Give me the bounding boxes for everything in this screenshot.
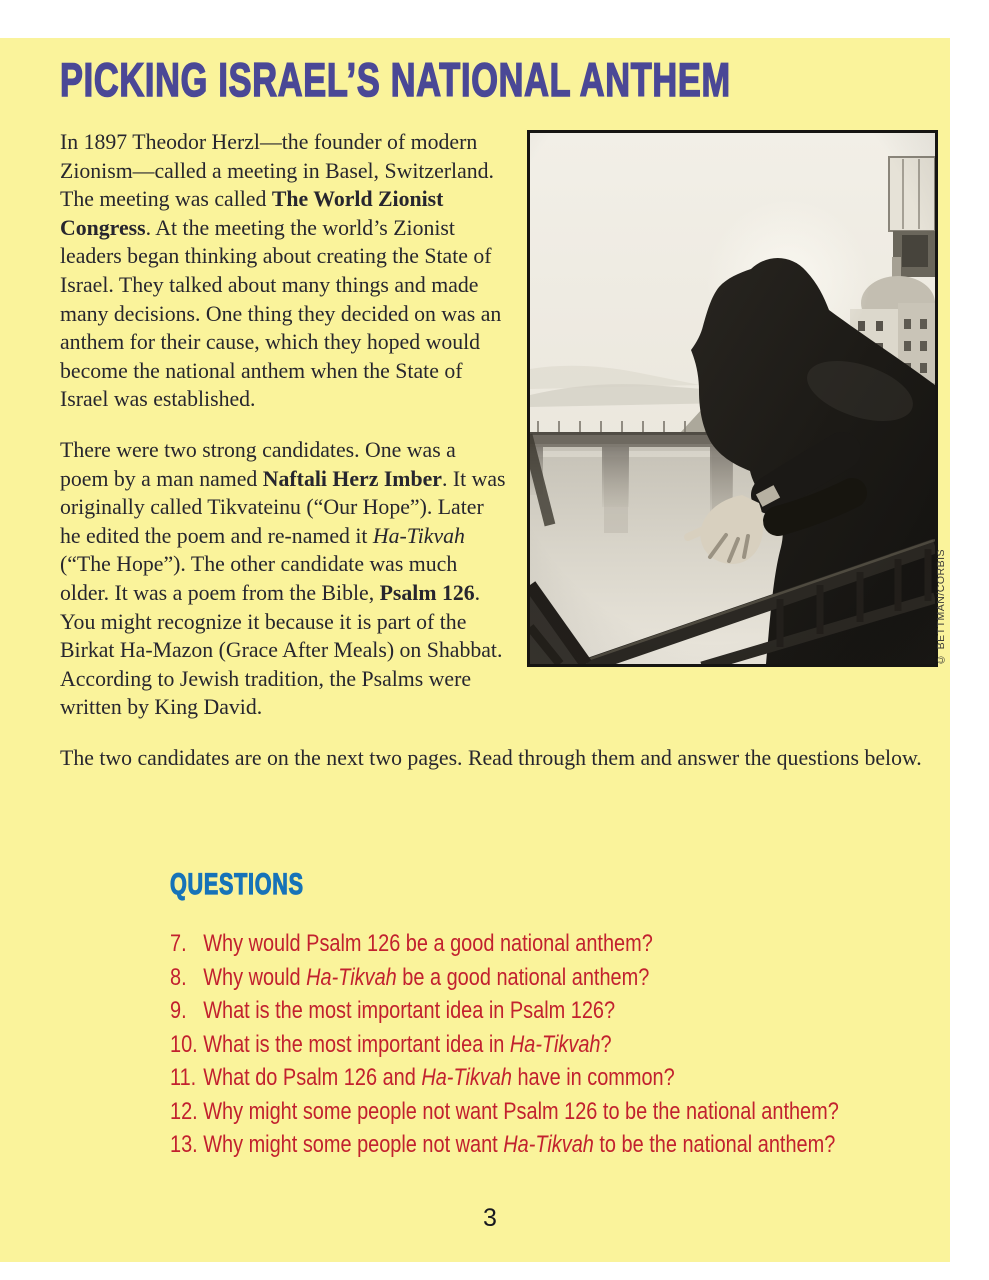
question-number: 7. [170, 930, 187, 957]
page [0, 38, 950, 1262]
question-text: Why might some people not want Ha-Tikvah to be the national anthem? [203, 1131, 836, 1158]
question-number: 13. [170, 1131, 198, 1158]
page-title: PICKING ISRAEL’S NATIONAL ANTHEM [60, 53, 731, 106]
question-number: 8. [170, 963, 187, 991]
question-item [170, 961, 989, 995]
body-paragraph-1: In 1897 Theodor Herzl—the founder of modern Zionism—called a meeting in Basel, Switzerland. The meeting was called The World Zionist Congress. At the meeting the world’s Zionist leaders began thinking about creating the State of Israel. They talked about many things and made many decisions. One thing they decided on was an anthem for their cause, which they hoped would become the national anthem when the State of Israel was established. [60, 130, 502, 412]
herzl-photo [530, 133, 935, 664]
question-item [170, 927, 989, 961]
questions-section [170, 870, 950, 1162]
questions-list [170, 927, 989, 1162]
question-text: What is the most important idea in Ha-Tikvah? [203, 1030, 612, 1058]
question-number: 11. [170, 1064, 197, 1091]
question-text: Why would Ha-Tikvah be a good national anthem? [203, 963, 650, 991]
question-text: Why would Psalm 126 be a good national anthem? [203, 930, 653, 957]
questions-heading: QUESTIONS [170, 868, 304, 901]
body-paragraph-2: There were two strong candidates. One was a poem by a man named Naftali Herz Imber. It was originally called Tikvateinu (“Our Hope”). Later he edited the poem and re-named it Ha-Tikvah (“The Hope”). The other candidate was much older. It was a poem from the Bible, Psalm 126. You might recognize it because it is part of the Birkat Ha-Mazon (Grace After Meals) on Shabbat. According to Jewish tradition, the Psalms were written by King David. [60, 437, 506, 720]
question-item [170, 994, 989, 1028]
question-text: What do Psalm 126 and Ha-Tikvah have in common? [203, 1064, 675, 1091]
question-number: 12. [170, 1097, 198, 1125]
question-item [170, 1095, 989, 1129]
question-text: What is the most important idea in Psalm 126? [203, 997, 616, 1024]
photo-frame [527, 130, 938, 667]
question-number: 10. [170, 1030, 198, 1058]
question-text: Why might some people not want Psalm 126 to be the national anthem? [203, 1097, 839, 1125]
content [60, 128, 948, 794]
question-item [170, 1028, 989, 1062]
page-number: 3 [483, 1204, 497, 1232]
question-item [170, 1128, 989, 1162]
body-paragraph-3: The two candidates are on the next two pages. Read through them and answer the questions below. [60, 745, 922, 770]
photo-figure [527, 130, 948, 667]
question-item [170, 1061, 989, 1095]
photo-credit: © BETTMAN/CORBIS [935, 548, 948, 665]
question-number: 9. [170, 997, 187, 1024]
